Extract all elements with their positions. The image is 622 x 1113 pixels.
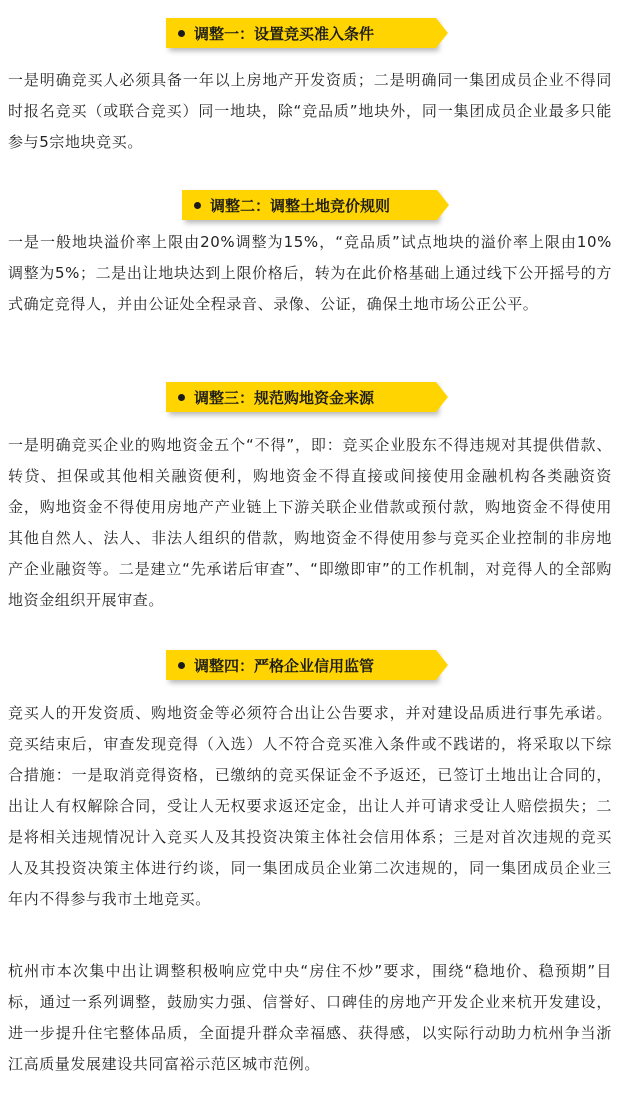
section-1-body: 一是明确竞买人必须具备一年以上房地产开发资质；二是明确同一集团成员企业不得同时报名竞买（或联合竞买）同一地块，除“竞品质”地块外，同一集团成员企业最多只能参与5宗地块竞买。 bbox=[8, 71, 612, 151]
section-3-body: 一是明确竞买企业的购地资金五个“不得”，即：竞买企业股东不得违规对其提供借款、转贷、担保或其他相关融资便利，购地资金不得直接或间接使用金融机构各类融资资金，购地资金不得使用房地产产业链上下游关联企业借款或预付款，购地资金不得使用其他自然人、法人、非法人组织的借款，购地资金不得使用参与竞买企业控制的非房地产企业融资等。二是建立“先承诺后审查”、“即缴即审”的工作机制，对竞得人的全部购地资金组织开展审查。 bbox=[8, 436, 612, 609]
bullet-icon bbox=[178, 394, 185, 401]
section-4-body: 竞买人的开发资质、购地资金等必须符合出让公告要求，并对建设品质进行事先承诺。竞买结束后，审查发现竞得（入选）人不符合竞买准入条件或不践诺的，将采取以下综合措施：一是取消竞得资格，已缴纳的竞买保证金不予返还，已签订土地出让合同的，出让人有权解除合同，受让人无权要求返还定金，出让人并可请求受让人赔偿损失；二是将相关违规情况计入竞买人及其投资决策主体社会信用体系；三是对首次违规的竞买人及其投资决策主体进行约谈，同一集团成员企业第二次违规的，同一集团成员企业三年内不得参与我市土地竞买。 bbox=[8, 704, 612, 908]
section-4-heading-text: 调整四：严格企业信用监管 bbox=[194, 656, 375, 675]
section-1-heading-text: 调整一：设置竞买准入条件 bbox=[194, 24, 375, 43]
section-2-body: 一是一般地块溢价率上限由20%调整为15%，“竞品质”试点地块的溢价率上限由10%调整为5%；二是出让地块达到上限价格后，转为在此价格基础上通过线下公开摇号的方式确定竞得人，并由公证处全程录音、录像、公证，确保土地市场公正公平。 bbox=[8, 233, 612, 313]
closing-paragraph: 杭州市本次集中出让调整积极响应党中央“房住不炒”要求，围绕“稳地价、稳预期”目标，通过一系列调整，鼓励实力强、信誉好、口碑佳的房地产开发企业来杭开发建设，进一步提升住宅整体品质，全面提升群众幸福感、获得感，以实际行动助力杭州争当浙江高质量发展建设共同富裕示范区城市范例。 bbox=[8, 962, 612, 1073]
section-2-heading bbox=[182, 190, 437, 220]
section-4-heading-banner bbox=[0, 642, 622, 692]
bullet-icon bbox=[194, 202, 201, 209]
section-3-heading-banner bbox=[0, 374, 622, 424]
section-1-heading bbox=[166, 18, 436, 48]
section-1-heading-banner bbox=[0, 12, 622, 62]
bullet-icon bbox=[178, 30, 185, 37]
bullet-icon bbox=[178, 662, 185, 669]
section-4-heading bbox=[166, 650, 436, 680]
section-2-heading-text: 调整二：调整土地竞价规则 bbox=[210, 196, 391, 215]
section-3-heading bbox=[166, 382, 436, 412]
section-3-heading-text: 调整三：规范购地资金来源 bbox=[194, 388, 375, 407]
section-2-heading-banner bbox=[0, 182, 622, 232]
